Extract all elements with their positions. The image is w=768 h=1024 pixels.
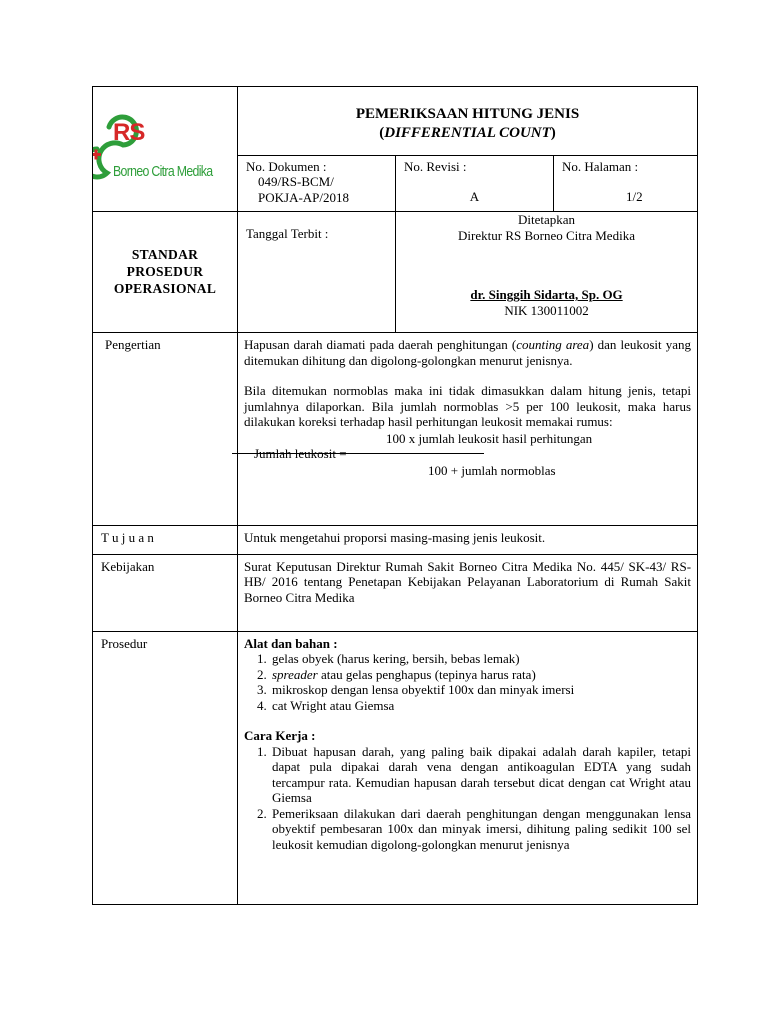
formula — [244, 431, 691, 479]
approval-by: Direktur RS Borneo Citra Medika — [458, 227, 635, 243]
logo-name-text: Borneo Citra Medika — [113, 164, 213, 180]
doc-number-value-1: 049/RS-BCM/ — [258, 174, 334, 190]
logo-rs-text: RS — [113, 119, 145, 146]
doc-number-label: No. Dokumen : — [246, 158, 327, 174]
sop-line-1: STANDAR — [131, 247, 199, 262]
cara-item: 2. Pemeriksaan dilakukan dari daerah penghitungan dengan menggunakan lensa obyektif pembesaran 100x dan minyak imersi, dihitung paling sedikit 100 sel leukosit kemudian digolong-golongkan menurut jenisnya — [270, 806, 691, 853]
formula-numerator: 100 x jumlah leukosit hasil perhitungan — [386, 430, 593, 446]
formula-label: Jumlah leukosit = — [254, 445, 347, 461]
signer-nik: NIK 130011002 — [504, 302, 589, 318]
pengertian-p1-italic: counting area — [516, 337, 590, 352]
kebijakan-content: Surat Keputusan Direktur Rumah Sakit Borneo Citra Medika No. 445/ SK-43/ RS-HB/ 2016 tentang Penetapan Kebijakan Pelayanan Laboratorium di Rumah Sakit Borneo Citra Medika — [238, 554, 698, 631]
title-paren-close: ) — [550, 125, 556, 141]
formula-denominator: 100 + jumlah normoblas — [428, 462, 556, 478]
page-number-value: 1/2 — [626, 189, 643, 205]
alat-item-rest: atau gelas penghapus (tepinya harus rata) — [317, 666, 536, 682]
kebijakan-label: Kebijakan — [93, 554, 238, 631]
alat-item: 3. mikroskop dengan lensa obyektif 100x dan minyak imersi — [270, 682, 691, 698]
doc-number-cell — [238, 155, 396, 211]
tujuan-label: T u j u a n — [93, 526, 238, 555]
sop-line-3: OPERASIONAL — [113, 281, 217, 296]
formula-divider — [232, 453, 484, 454]
cara-item: 1. Dibuat hapusan darah, yang paling baik dipakai adalah darah kapiler, tetapi dapat pula dipakai darah vena dengan antikoagulan EDTA yang sudah tercampur rata. Kemudian hapusan darah tersebut dicat dengan cat Wright atau Giemsa — [270, 744, 691, 806]
pengertian-p1-b: ) dan leukosit yang ditemukan dihitung dan digolong-golongkan menurut jenisnya. — [244, 337, 692, 368]
pengertian-paragraph-1 — [244, 337, 691, 368]
cara-list — [244, 744, 691, 853]
sop-table — [92, 86, 698, 905]
title-line-2 — [238, 124, 697, 143]
pengertian-content — [238, 333, 698, 526]
sop-label-cell — [93, 212, 238, 333]
title-line-1: PEMERIKSAAN HITUNG JENIS — [355, 106, 580, 122]
title-paren-open: ( — [379, 125, 385, 141]
prosedur-label: Prosedur — [93, 631, 238, 904]
hospital-logo — [93, 87, 237, 211]
revision-value: A — [469, 189, 480, 205]
alat-list — [244, 651, 691, 713]
alat-item: 4. cat Wright atau Giemsa — [270, 698, 691, 714]
alat-item-italic: spreader — [272, 666, 318, 682]
logo-cell — [93, 87, 238, 212]
page-number-cell — [554, 155, 698, 211]
document-title — [238, 87, 698, 156]
sop-document — [92, 86, 697, 905]
page-number-label: No. Halaman : — [562, 158, 639, 174]
logo-icon — [93, 87, 238, 211]
approval-cell — [396, 212, 698, 333]
issue-date-cell — [238, 212, 396, 333]
sop-line-2: PROSEDUR — [126, 264, 204, 279]
pengertian-paragraph-2: Bila ditemukan normoblas maka ini tidak dimasukkan dalam hitung jenis, tetapi jumlahnya dilaporkan. Bila jumlah normoblas >5 per 100 leukosit, maka harus dilakukan koreksi terhadap hasil perhitungan leukosit memakai rumus: — [244, 383, 692, 429]
signer-name: dr. Singgih Sidarta, Sp. OG — [470, 287, 623, 302]
pengertian-p1-a: Hapusan darah diamati pada daerah penghitungan ( — [244, 337, 517, 352]
pengertian-label: Pengertian — [93, 333, 238, 526]
alat-item: 1. gelas obyek (harus kering, bersih, bebas lemak) — [270, 651, 691, 667]
issue-date-label: Tanggal Terbit : — [246, 226, 329, 241]
revision-label: No. Revisi : — [404, 158, 467, 174]
doc-number-value-2: POKJA-AP/2018 — [258, 189, 350, 205]
cara-title: Cara Kerja : — [244, 728, 316, 743]
alat-title: Alat dan bahan : — [244, 635, 338, 651]
approval-label: Ditetapkan — [517, 212, 576, 227]
revision-cell — [396, 155, 554, 211]
prosedur-content — [238, 631, 698, 904]
alat-item — [270, 667, 691, 683]
title-italic: DIFFERENTIAL COUNT — [384, 125, 551, 141]
tujuan-content: Untuk mengetahui proporsi masing-masing jenis leukosit. — [238, 526, 698, 555]
